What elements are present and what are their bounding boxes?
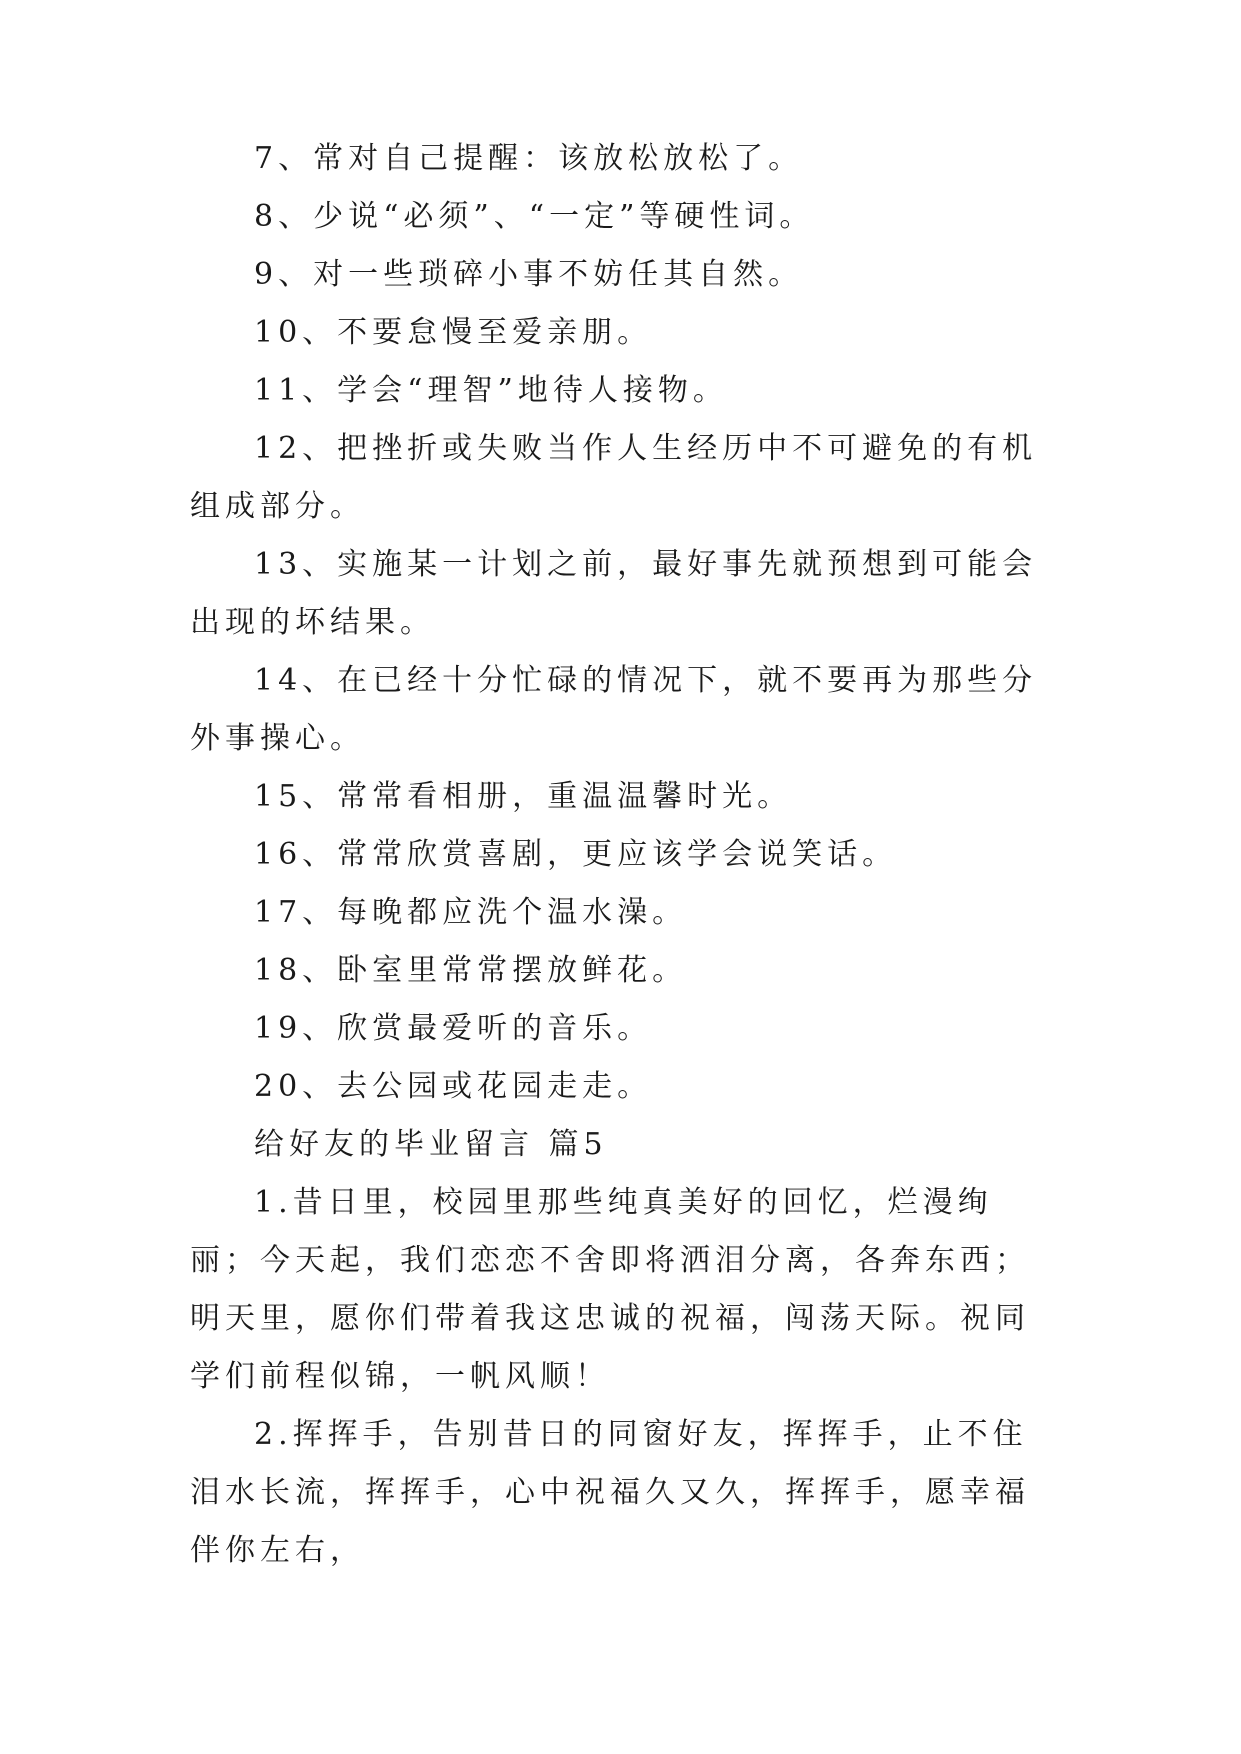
- list-item-15: 15、常常看相册，重温温馨时光。: [254, 779, 793, 814]
- list-item-13: 13、实施某一计划之前，最好事先就预想到可能会出现的坏结果。: [190, 547, 1038, 640]
- message-2: 2.挥挥手，告别昔日的同窗好友，挥挥手，止不住泪水长流，挥挥手，心中祝福久又久，挥挥手，愿幸福伴你左右，: [190, 1417, 1030, 1568]
- document-body: [190, 130, 1060, 1580]
- list-item-11: 11、学会“理智”地待人接物。: [254, 373, 728, 408]
- list-item-18: 18、卧室里常常摆放鲜花。: [254, 953, 688, 988]
- list-item-17: 17、每晚都应洗个温水澡。: [254, 895, 688, 930]
- list-item-10: 10、不要怠慢至爱亲朋。: [254, 315, 653, 350]
- list-item-14: 14、在已经十分忙碌的情况下，就不要再为那些分外事操心。: [190, 663, 1038, 756]
- list-item-19: 19、欣赏最爱听的音乐。: [254, 1011, 653, 1046]
- message-1: 1.昔日里，校园里那些纯真美好的回忆，烂漫绚丽；今天起，我们恋恋不舍即将洒泪分离，各奔东西；明天里，愿你们带着我这忠诚的祝福，闯荡天际。祝同学们前程似锦，一帆风顺！: [190, 1185, 1030, 1394]
- list-item-16: 16、常常欣赏喜剧，更应该学会说笑话。: [254, 837, 898, 872]
- list-item-7: 7、常对自己提醒：该放松放松了。: [254, 141, 804, 176]
- section-heading: 给好友的毕业留言 篇5: [254, 1127, 608, 1162]
- list-item-8: 8、少说“必须”、“一定”等硬性词。: [254, 199, 815, 234]
- list-item-12: 12、把挫折或失败当作人生经历中不可避免的有机组成部分。: [190, 431, 1038, 524]
- list-item-9: 9、对一些琐碎小事不妨任其自然。: [254, 257, 804, 292]
- list-item-20: 20、去公园或花园走走。: [254, 1069, 653, 1104]
